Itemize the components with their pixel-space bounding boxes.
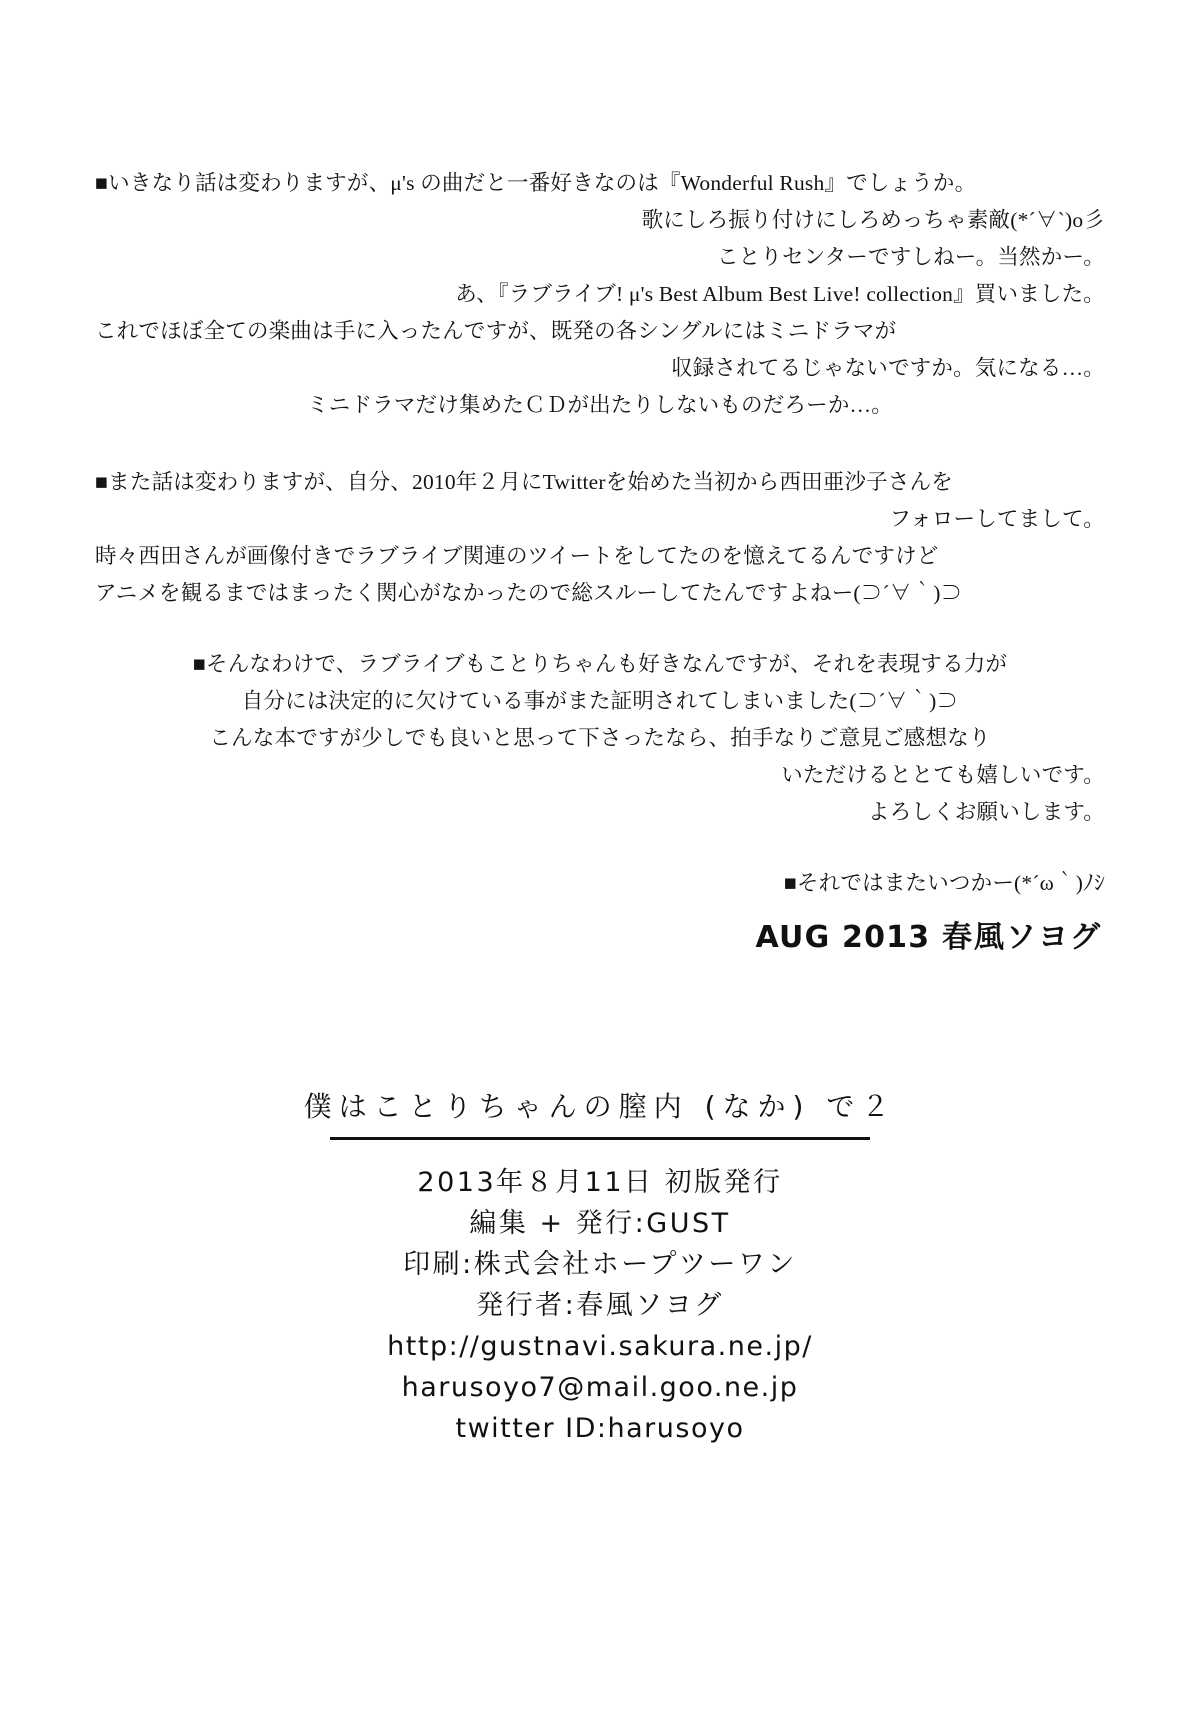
- twitter-id[interactable]: twitter ID:harusoyo: [455, 1413, 745, 1445]
- afterword-line: 収録されてるじゃないですか。気になる…。: [670, 355, 1105, 380]
- divider-rule: [330, 1137, 870, 1140]
- afterword-line: ■それではまたいつかー(*´ω｀)ﾉｼ: [783, 870, 1105, 895]
- colophon-details: [0, 1162, 1200, 1449]
- afterword-line: ことりセンターですしねー。当然かー。: [716, 244, 1105, 269]
- colophon-section: [0, 1085, 1200, 1449]
- colophon-line: 編集 + 発行:GUST: [469, 1208, 731, 1240]
- afterword-line: こんな本ですが少しでも良いと思って下さったなら、拍手なりご意見ご感想なり: [209, 725, 991, 750]
- afterword-line: ■いきなり話は変わりますが、μ's の曲だと一番好きなのは『Wonderful Rush』でしょうか。: [95, 171, 977, 195]
- afterword-line: あ、『ラブライブ! μ's Best Album Best Live! collection』買いました。: [455, 281, 1105, 306]
- signature-author: 春風ソヨグ: [942, 921, 1102, 954]
- signature-date: AUG 2013: [755, 920, 931, 955]
- author-signature: [756, 912, 1102, 956]
- colophon-line: 発行者:春風ソヨグ: [476, 1290, 724, 1322]
- afterword-paragraph-1: [95, 165, 1105, 424]
- afterword-line: フォローしてまして。: [889, 506, 1105, 531]
- colophon-line: 印刷:株式会社ホープツーワン: [403, 1249, 797, 1281]
- colophon-line: 2013年８月11日 初版発行: [417, 1167, 783, 1198]
- afterword-line: 時々西田さんが画像付きでラブライブ関連のツイートをしてたのを憶えてるんですけど: [95, 543, 939, 568]
- afterword-line: ■また話は変わりますが、自分、2010年２月にTwitterを始めた当初から西田亜沙子さんを: [95, 469, 953, 494]
- afterword-line: 自分には決定的に欠けている事がまた証明されてしまいました(⊃´∀｀)⊃: [241, 688, 959, 713]
- afterword-line: 歌にしろ振り付けにしろめっちゃ素敵(*´∀`)o彡: [641, 207, 1105, 232]
- afterword-line: ミニドラマだけ集めたＣＤが出たりしないものだろーか…。: [307, 392, 893, 417]
- afterword-paragraph-4: [95, 865, 1105, 902]
- afterword-line: いただけるととても嬉しいです。: [781, 762, 1105, 787]
- book-title: 僕はことりちゃんの膣内 (なか) で２: [303, 1090, 897, 1123]
- website-url[interactable]: http://gustnavi.sakura.ne.jp/: [387, 1331, 813, 1363]
- afterword-section: [95, 165, 1105, 901]
- paragraph-spacer: [95, 612, 1105, 646]
- afterword-line: ■そんなわけで、ラブライブもことりちゃんも好きなんですが、それを表現する力が: [192, 651, 1008, 676]
- paragraph-spacer: [95, 831, 1105, 865]
- paragraph-spacer: [95, 424, 1105, 464]
- afterword-line: これでほぼ全ての楽曲は手に入ったんですが、既発の各シングルにはミニドラマが: [95, 318, 897, 343]
- email-address[interactable]: harusoyo7@mail.goo.ne.jp: [401, 1372, 799, 1404]
- afterword-paragraph-3: [95, 646, 1105, 831]
- afterword-line: よろしくお願いします。: [868, 799, 1105, 824]
- afterword-line: アニメを観るまではまったく関心がなかったので総スルーしてたんですよねー(⊃´∀｀)⊃: [95, 580, 963, 605]
- afterword-paragraph-2: [95, 464, 1105, 612]
